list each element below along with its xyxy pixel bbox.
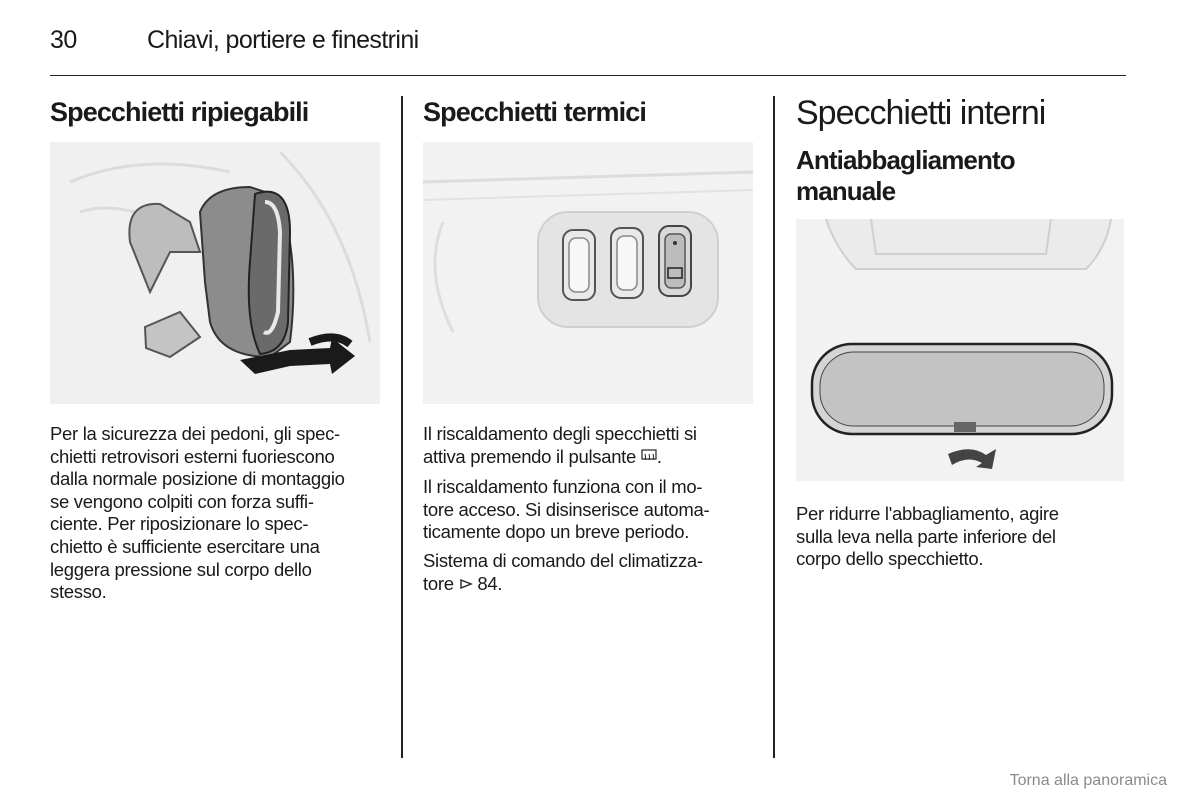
body-line: leggera pressione sul corpo dello	[50, 558, 312, 580]
heated-mirror-icon	[641, 448, 657, 471]
paragraph	[423, 550, 753, 596]
paragraph	[423, 423, 753, 470]
paragraph	[423, 476, 753, 544]
body-line: Sistema di comando del climatizza-	[423, 549, 703, 571]
section-heated-mirrors	[423, 95, 753, 602]
page-number: 30	[50, 26, 77, 54]
page-header	[50, 26, 1126, 76]
body-line: Il riscaldamento degli specchietti si	[423, 423, 697, 444]
arrow-reference-icon	[459, 574, 473, 597]
body-line-end: .	[656, 445, 662, 467]
body-line: Per ridurre l'abbagliamento, agire	[796, 503, 1059, 524]
body-line: sulla leva nella parte inferiore del	[796, 525, 1056, 547]
body-line: tore acceso. Si disinserisce automa-	[423, 498, 710, 520]
body-line: chietti retrovisori esterni fuoriescono	[50, 445, 335, 467]
body-line: tore	[423, 572, 454, 594]
section-title: Specchietti termici	[423, 97, 646, 127]
section-body	[423, 423, 753, 596]
body-line: ticamente dopo un breve periodo.	[423, 521, 690, 543]
subsection-title-line: manuale	[796, 176, 896, 206]
chapter-title: Chiavi, portiere e finestrini	[147, 26, 419, 54]
section-body	[796, 503, 1126, 571]
column-divider	[401, 96, 403, 758]
back-to-overview-link[interactable]: Torna alla panoramica	[1009, 772, 1167, 789]
subsection-title-line: Antiabbagliamento	[796, 145, 1015, 175]
body-line: attiva premendo il pulsante	[423, 445, 637, 467]
body-line: ciente. Per riposizionare lo spec-	[50, 513, 309, 535]
column-divider	[773, 96, 775, 758]
body-line: Il riscaldamento funziona con il mo-	[423, 476, 703, 498]
body-line: corpo dello specchietto.	[796, 548, 984, 570]
body-line: chietto è sufficiente esercitare una	[50, 535, 320, 557]
section-body	[50, 423, 380, 604]
interior-mirror-illustration	[796, 219, 1124, 481]
body-line: stesso.	[50, 581, 107, 603]
heated-mirror-switch-illustration	[423, 142, 753, 404]
subsection-title	[796, 145, 1126, 207]
page-reference-link[interactable]: 84.	[477, 572, 503, 594]
section-title: Specchietti ripiegabili	[50, 97, 309, 127]
body-line: Per la sicurezza dei pedoni, gli spec-	[50, 423, 340, 444]
section-title: Specchietti interni	[796, 94, 1046, 132]
section-folding-mirrors	[50, 95, 380, 604]
body-line: se vengono colpiti con forza suffi-	[50, 490, 314, 512]
folding-mirror-illustration	[50, 142, 380, 404]
section-interior-mirrors	[796, 95, 1126, 571]
body-line: dalla normale posizione di montaggio	[50, 468, 345, 490]
